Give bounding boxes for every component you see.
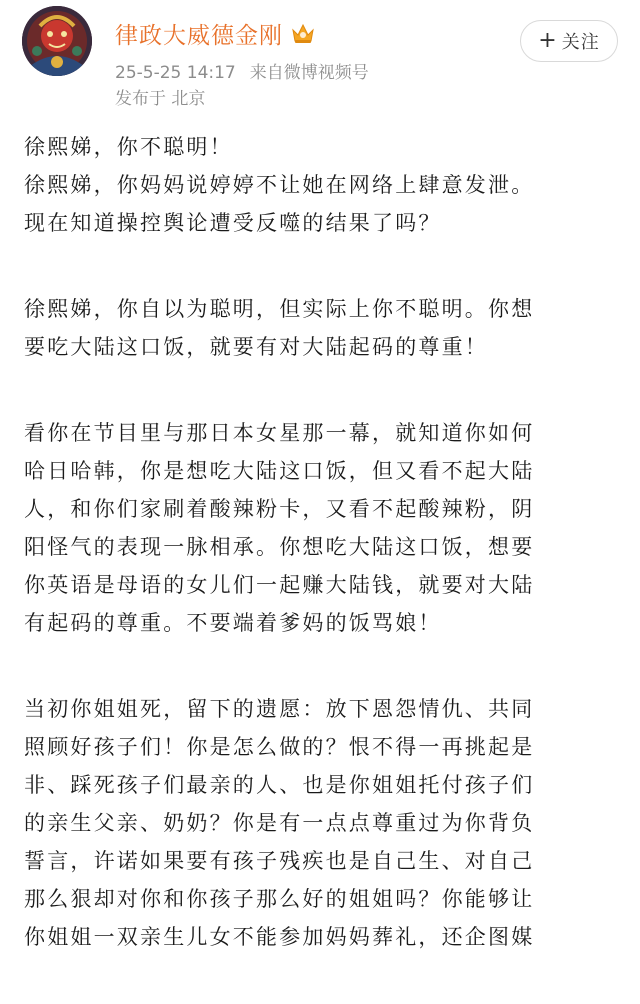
author-row — [115, 14, 315, 52]
text-line: 有起码的尊重。不要端着爹妈的饭骂娘！ — [24, 611, 442, 635]
text-line: 要吃大陆这口饭，就要有对大陆起码的尊重！ — [24, 335, 488, 359]
text-line: 非、踩死孩子们最亲的人、也是你姐姐托付孩子们 — [24, 773, 535, 797]
text-line: 人，和你们家刷着酸辣粉卡，又看不起酸辣粉，阴 — [24, 497, 535, 521]
text-line: 当初你姐姐死，留下的遗愿：放下恩怨情仇、共同 — [24, 697, 535, 721]
text-line: 现在知道操控舆论遭受反噬的结果了吗？ — [24, 211, 442, 235]
paragraph — [24, 690, 624, 956]
post-meta — [115, 58, 369, 83]
text-line: 誓言，许诺如果要有孩子残疾也是自己生、对自己 — [24, 849, 535, 873]
text-line: 那么狠却对你和你孩子那么好的姐姐吗？你能够让 — [24, 887, 535, 911]
text-line: 徐熙娣，你妈妈说婷婷不让她在网络上肆意发泄。 — [24, 173, 535, 197]
text-line: 你姐姐一双亲生儿女不能参加妈妈葬礼，还企图媒 — [24, 925, 535, 949]
post-location: 发布于 北京 — [115, 89, 206, 109]
post-content — [24, 128, 624, 1004]
plus-icon: + — [538, 28, 558, 53]
avatar[interactable] — [22, 6, 92, 76]
paragraph — [24, 128, 624, 242]
text-line: 徐熙娣，你自以为聪明，但实际上你不聪明。你想 — [24, 297, 535, 321]
post-header — [0, 0, 640, 116]
text-line: 阳怪气的表现一脉相承。你想吃大陆这口饭，想要 — [24, 535, 535, 559]
follow-label: 关注 — [561, 32, 600, 53]
text-line: 哈日哈韩，你是想吃大陆这口饭，但又看不起大陆 — [24, 459, 535, 483]
text-line: 的亲生父亲、奶奶？你是有一点点尊重过为你背负 — [24, 811, 535, 835]
crown-icon — [291, 22, 315, 44]
follow-button[interactable] — [520, 20, 618, 62]
deity-avatar-icon — [22, 6, 92, 76]
text-line: 看你在节目里与那日本女星那一幕，就知道你如何 — [24, 421, 535, 445]
post-source[interactable]: 来自微博视频号 — [249, 63, 369, 83]
paragraph — [24, 290, 624, 366]
text-line: 照顾好孩子们！你是怎么做的？恨不得一再挑起是 — [24, 735, 535, 759]
post-timestamp: 25-5-25 14:17 — [115, 63, 236, 83]
author-name[interactable]: 律政大威德金刚 — [115, 22, 283, 49]
paragraph — [24, 414, 624, 642]
text-line: 徐熙娣，你不聪明！ — [24, 135, 233, 159]
text-line: 你英语是母语的女儿们一起赚大陆钱，就要对大陆 — [24, 573, 535, 597]
